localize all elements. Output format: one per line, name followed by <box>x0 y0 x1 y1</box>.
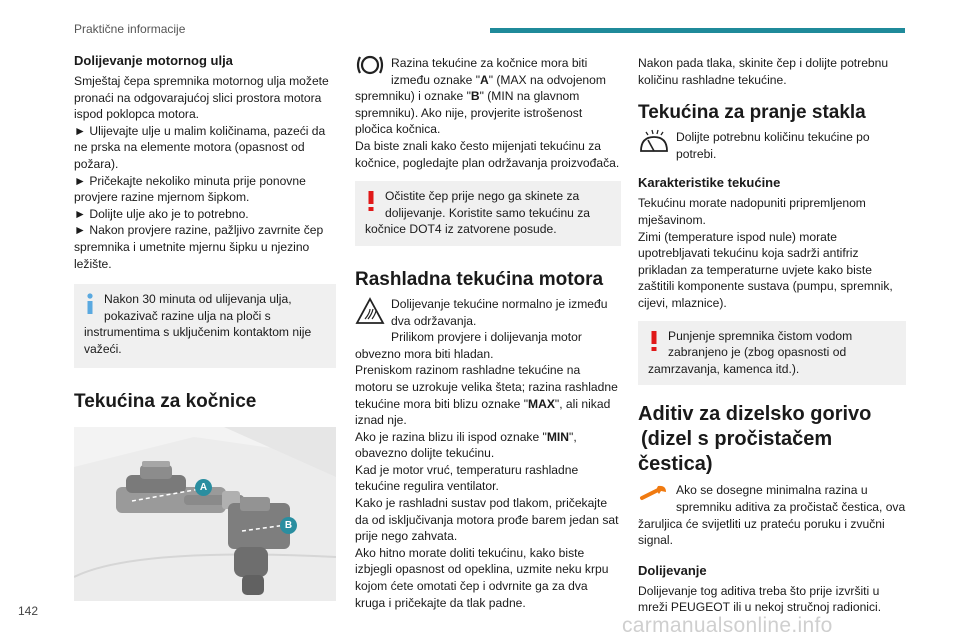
characteristics-paragraph: Zimi (temperature ispod nule) morate upotrebljavati tekućinu koja sadrži antifriz prikladan za temperaturne uvjete kako biste zaštitili komponente sustava (pumpu, spremnik, cijevi, mlaznice). <box>638 229 893 310</box>
coolant-paragraph <box>355 429 621 462</box>
washer-paragraph: Dolijte potrebnu količinu tekućine po potrebi. <box>676 130 870 161</box>
brake-level-paragraph <box>355 55 621 138</box>
info-icon <box>84 293 96 318</box>
warning-exclamation-icon <box>648 330 660 355</box>
diesel-additive-heading <box>638 402 906 477</box>
brake-schedule-paragraph: Da biste znali kako često mijenjati tekućinu za kočnice, pogledajte plan održavanja proizvođača. <box>355 138 620 170</box>
coolant-paragraph: Ako hitno morate doliti tekućinu, kako biste izbjegli opasnost od opeklina, uzmite neku krpu kojom ćete omotati čep i odvrnite ga za dva kruga i pričekajte da tlak padne. <box>355 545 609 610</box>
oil-step: ► Dolijte ulje ako je to potrebno. <box>74 206 249 221</box>
warning-exclamation-icon <box>365 190 377 215</box>
coolant-paragraph: Prilikom provjere i dolijevanja motor obvezno mora biti hladan. <box>355 330 582 361</box>
diesel-heading-line: (dizel s pročistačem čestica) <box>638 428 833 476</box>
diesel-heading-line: Aditiv za dizelsko gorivo <box>638 403 872 426</box>
coolant-paragraph: Kako je rashladni sustav pod tlakom, pričekajte da od isključivanja motora prođe barem jedan sat prije nego zahvata. <box>355 496 619 544</box>
marker-b-badge: B <box>280 517 297 534</box>
characteristics-paragraph: Tekućinu morate nadopuniti pripremljenom mješavinom. <box>638 196 866 227</box>
mark-a-label: A <box>480 72 489 87</box>
hazard-triangle-icon <box>355 297 385 330</box>
coolant-paragraph: Kad je motor vruć, temperaturu rashladne tekućine regulira ventilator. <box>355 462 579 494</box>
header-accent-bar <box>490 28 905 33</box>
watermark: carmanualsonline.info <box>622 614 833 637</box>
oil-step: ► Nakon provjere razine, pažljivo zavrnite čep spremnika i umetnite mjernu šipku u njezino ležište. <box>74 223 324 271</box>
brake-level-text: Razina tekućine za kočnice mora biti između oznake " <box>391 56 588 87</box>
column-right <box>638 52 906 616</box>
max-mark-label: MAX <box>528 396 555 411</box>
marker-a-badge: A <box>195 479 212 496</box>
oil-heading: Dolijevanje motornog ulja <box>74 53 233 68</box>
oil-paragraph: Smještaj čepa spremnika motornog ulja možete pronaći na odgovarajućoj slici prostora motora ispod poklopca motora. <box>74 74 329 122</box>
coolant-text: Preniskom razinom rashladne tekućine na motoru se uzrokuje velika šteta; razina rashladne tekućine mora biti blizu oznake " <box>355 363 618 411</box>
brake-warning-box <box>355 181 621 246</box>
refill-heading: Dolijevanje <box>638 562 707 578</box>
running-header: Praktične informacije <box>74 22 186 36</box>
page-number: 142 <box>18 604 39 618</box>
brake-warning-text: Očistite čep prije nego ga skinete za dolijevanje. Koristite samo tekućinu za kočnice DOT4 iz zatvorene posude. <box>365 189 591 237</box>
info-note-text: Nakon 30 minuta od ulijevanja ulja, pokazivač razine ulja na ploči s instrumentima s uključenim kontaktom nije važeći. <box>84 292 312 356</box>
windscreen-washer-icon <box>638 129 670 160</box>
brake-level-text: " (MIN na glavnom spremniku). Ako nije, provjerite istrošenost pločica kočnica. <box>355 89 583 137</box>
info-note-box <box>74 284 336 367</box>
coolant-heading: Rashladna tekućina motora <box>355 268 604 290</box>
brake-fluid-heading: Tekućina za kočnice <box>74 390 257 412</box>
min-mark-label: MIN <box>546 429 570 444</box>
fluid-characteristics-heading: Karakteristike tekućine <box>638 175 781 191</box>
coolant-paragraph <box>355 362 621 428</box>
coolant-paragraph: Dolijevanje tekućine normalno je između dva održavanja. <box>391 296 608 328</box>
service-wrench-icon <box>638 483 670 508</box>
coolant-text: Ako je razina blizu ili ispod oznake " <box>355 429 547 444</box>
brake-warning-icon <box>355 52 385 83</box>
washer-fluid-heading: Tekućina za pranje stakla <box>638 102 866 124</box>
brake-level-text: " (MAX na odvojenom spremniku) i oznake " <box>355 72 606 104</box>
coolant-end-paragraph: Nakon pada tlaka, skinite čep i dolijte potrebnu količinu rashladne tekućine. <box>638 56 889 87</box>
diesel-paragraph: Ako se dosegne minimalna razina u spremniku aditiva za pročistač čestica, ova žaruljica će svijetliti uz prateću poruku i zvučni signal. <box>638 483 906 548</box>
coolant-text: ", ali nikad iznad nje. <box>355 396 611 428</box>
column-left <box>74 52 336 601</box>
brake-reservoir-illustration <box>74 427 336 601</box>
oil-step: ► Ulijevajte ulje u malim količinama, pazeći da ne prska na elemente motora (opasnost od požara). <box>74 123 326 171</box>
mark-b-label: B <box>470 89 480 104</box>
oil-step: ► Pričekajte nekoliko minuta prije ponovne provjere razine mjernom šipkom. <box>74 173 306 205</box>
washer-warning-text: Punjenje spremnika čistom vodom zabranjeno je (zbog opasnosti od zamrzavanja, kamenca itd.). <box>648 328 853 376</box>
refill-paragraph: Dolijevanje tog aditiva treba što prije izvršiti u mreži PEUGEOT ili u nekoj stručnoj radionici. <box>638 583 882 615</box>
coolant-text: ", obavezno dolijte tekućinu. <box>355 429 577 461</box>
column-middle <box>355 52 621 611</box>
washer-warning-box <box>638 321 906 386</box>
